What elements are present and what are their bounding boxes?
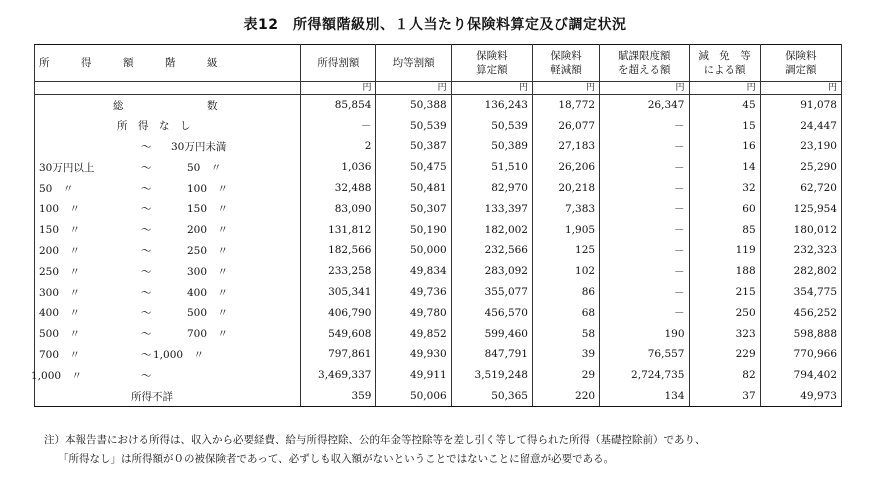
value-cell: 355,077 xyxy=(451,282,532,303)
row-label xyxy=(31,365,301,386)
table-row xyxy=(35,261,842,282)
header-exemption-l2: による額 xyxy=(703,64,746,76)
header-premium-reduced-l1: 保険料 xyxy=(550,50,582,62)
row-label-b: 所得不詳 xyxy=(131,390,173,403)
value-cell: 188 xyxy=(689,261,760,282)
row-label-b: ～ xyxy=(141,141,152,154)
header-equal-split: 均等割額 xyxy=(376,45,451,82)
value-cell: 3,519,248 xyxy=(451,365,532,386)
unit-cell: 円 xyxy=(376,82,451,95)
value-cell: － xyxy=(600,219,689,240)
value-cell: 847,791 xyxy=(451,344,532,365)
row-label xyxy=(35,282,301,303)
table-row xyxy=(35,219,842,240)
row-label-c: 50 〃 xyxy=(187,161,222,174)
value-cell: 50,190 xyxy=(376,219,451,240)
value-cell: 26,077 xyxy=(532,115,599,136)
value-cell: 50,365 xyxy=(451,386,532,407)
row-label xyxy=(35,302,301,323)
row-label-a: 300 〃 xyxy=(39,286,81,299)
row-label xyxy=(35,115,301,136)
value-cell: 1,905 xyxy=(532,219,599,240)
row-label-a: 250 〃 xyxy=(39,265,81,278)
row-label xyxy=(35,219,301,240)
row-label-b: ～ xyxy=(141,328,152,341)
row-label-c: 300 〃 xyxy=(187,265,229,278)
footnotes xyxy=(44,431,706,469)
value-cell: 62,720 xyxy=(760,178,841,199)
value-cell: 49,834 xyxy=(376,261,451,282)
table-row xyxy=(35,282,842,303)
row-label-b: ～ xyxy=(141,203,152,216)
value-cell: － xyxy=(301,115,376,136)
row-label-c: 100 〃 xyxy=(187,182,229,195)
value-cell: － xyxy=(600,282,689,303)
value-cell: － xyxy=(600,302,689,323)
row-label-a: 400 〃 xyxy=(39,307,81,320)
value-cell: 456,252 xyxy=(760,302,841,323)
footnote-line-1: 注）本報告書における所得は、収入から必要経費、給与所得控除、公的年金等控除等を差し引く等して得られた所得（基礎控除前）であり、 xyxy=(44,434,706,446)
row-label-a: 700 〃 xyxy=(39,349,81,362)
header-exemption xyxy=(689,45,760,82)
row-label-a: 150 〃 xyxy=(39,224,81,237)
value-cell: 86 xyxy=(532,282,599,303)
value-cell: 598,888 xyxy=(760,323,841,344)
value-cell: 182,002 xyxy=(451,219,532,240)
value-cell: 32,488 xyxy=(301,178,376,199)
value-cell: 26,347 xyxy=(600,95,689,116)
premium-table xyxy=(31,44,842,407)
table-row xyxy=(35,136,842,157)
value-cell: 797,861 xyxy=(301,344,376,365)
value-cell: 45 xyxy=(689,95,760,116)
value-cell: 37 xyxy=(689,386,760,407)
unit-cell: 円 xyxy=(760,82,841,95)
value-cell: 50,475 xyxy=(376,157,451,178)
row-label-b: ～ xyxy=(141,245,152,258)
value-cell: 456,570 xyxy=(451,302,532,323)
value-cell: 82 xyxy=(689,365,760,386)
value-cell: 182,566 xyxy=(301,240,376,261)
value-cell: 229 xyxy=(689,344,760,365)
footnote-line-2: 「所得なし」は所得額が０の被保険者であって、必ずしも収入額がないということではないことに留意が必要である。 xyxy=(58,453,615,465)
value-cell: 323 xyxy=(689,323,760,344)
header-premium-calc-l2: 算定額 xyxy=(476,64,508,76)
value-cell: － xyxy=(600,178,689,199)
value-cell: － xyxy=(600,136,689,157)
header-income-split: 所得割額 xyxy=(301,45,376,82)
value-cell: 232,323 xyxy=(760,240,841,261)
value-cell: 190 xyxy=(600,323,689,344)
value-cell: 32 xyxy=(689,178,760,199)
value-cell: 770,966 xyxy=(760,344,841,365)
row-label xyxy=(35,157,301,178)
value-cell: 125 xyxy=(532,240,599,261)
value-cell: 83,090 xyxy=(301,198,376,219)
unit-cell: 円 xyxy=(689,82,760,95)
value-cell: 68 xyxy=(532,302,599,323)
value-cell: 18,772 xyxy=(532,95,599,116)
unit-cell: 円 xyxy=(532,82,599,95)
row-label-b: ～ xyxy=(141,349,152,362)
table-row xyxy=(35,240,842,261)
value-cell: 359 xyxy=(301,386,376,407)
value-cell: 215 xyxy=(689,282,760,303)
value-cell: 50,539 xyxy=(376,115,451,136)
row-label xyxy=(35,240,301,261)
unit-cell-blank xyxy=(35,82,301,95)
table-body xyxy=(31,82,842,407)
value-cell: 133,397 xyxy=(451,198,532,219)
value-cell: － xyxy=(600,115,689,136)
table-row xyxy=(35,157,842,178)
value-cell: 50,387 xyxy=(376,136,451,157)
value-cell: 102 xyxy=(532,261,599,282)
value-cell: 136,243 xyxy=(451,95,532,116)
value-cell: 134 xyxy=(600,386,689,407)
value-cell: 58 xyxy=(532,323,599,344)
value-cell: 14 xyxy=(689,157,760,178)
value-cell: 15 xyxy=(689,115,760,136)
header-row xyxy=(35,45,842,82)
value-cell: 119 xyxy=(689,240,760,261)
unit-cell: 円 xyxy=(301,82,376,95)
row-label-b: ～ xyxy=(141,307,152,320)
value-cell: 50,307 xyxy=(376,198,451,219)
row-label-b: ～ xyxy=(141,182,152,195)
value-cell: 549,608 xyxy=(301,323,376,344)
value-cell: 305,341 xyxy=(301,282,376,303)
value-cell: 91,078 xyxy=(760,95,841,116)
value-cell: 23,190 xyxy=(760,136,841,157)
value-cell: 180,012 xyxy=(760,219,841,240)
value-cell: 25,290 xyxy=(760,157,841,178)
value-cell: 16 xyxy=(689,136,760,157)
row-label-b: ～ xyxy=(141,265,152,278)
row-label xyxy=(35,136,301,157)
table-row xyxy=(35,344,842,365)
header-over-limit-l1: 賦課限度額 xyxy=(618,50,671,62)
header-premium-calc xyxy=(451,45,532,82)
row-label-a: 200 〃 xyxy=(39,245,81,258)
value-cell: 1,036 xyxy=(301,157,376,178)
value-cell: － xyxy=(600,240,689,261)
header-premium-calc-l1: 保険料 xyxy=(476,50,508,62)
row-label xyxy=(35,323,301,344)
table-row xyxy=(35,302,842,323)
table-row xyxy=(35,386,842,407)
table-row xyxy=(35,323,842,344)
value-cell: 60 xyxy=(689,198,760,219)
table-row xyxy=(35,95,842,116)
value-cell: 354,775 xyxy=(760,282,841,303)
header-premium-reduced xyxy=(532,45,599,82)
row-label-a: 総 xyxy=(113,100,124,112)
value-cell: 49,736 xyxy=(376,282,451,303)
row-label xyxy=(35,95,301,116)
header-premium-assessed xyxy=(760,45,841,82)
value-cell: 794,402 xyxy=(760,365,841,386)
header-over-limit xyxy=(600,45,689,82)
row-label-b: ～ xyxy=(141,369,152,382)
value-cell: 50,388 xyxy=(376,95,451,116)
value-cell: 3,469,337 xyxy=(301,365,376,386)
value-cell: 7,383 xyxy=(532,198,599,219)
value-cell: 27,183 xyxy=(532,136,599,157)
row-label-a: 1,000 〃 xyxy=(31,369,83,382)
value-cell: 50,389 xyxy=(451,136,532,157)
value-cell: 49,852 xyxy=(376,323,451,344)
value-cell: 50,481 xyxy=(376,178,451,199)
row-label-b: ～ xyxy=(141,161,152,174)
value-cell: 283,092 xyxy=(451,261,532,282)
row-label-b: 数 xyxy=(207,100,218,112)
unit-row xyxy=(35,82,842,95)
row-label xyxy=(35,261,301,282)
row-label-c: 500 〃 xyxy=(187,307,229,320)
table-title: 表12 所得額階級別、１人当たり保険料算定及び調定状況 xyxy=(243,17,627,33)
row-label-c: 250 〃 xyxy=(187,245,229,258)
row-label xyxy=(35,386,301,407)
row-label-b: 所 得 な し xyxy=(117,120,191,133)
table-row xyxy=(35,178,842,199)
value-cell: 24,447 xyxy=(760,115,841,136)
value-cell: 51,510 xyxy=(451,157,532,178)
value-cell: 233,258 xyxy=(301,261,376,282)
value-cell: 82,970 xyxy=(451,178,532,199)
table-row xyxy=(35,115,842,136)
header-exemption-l1: 減 免 等 xyxy=(698,50,751,62)
header-premium-assessed-l1: 保険料 xyxy=(785,50,817,62)
value-cell: 49,973 xyxy=(760,386,841,407)
row-label xyxy=(35,344,301,365)
value-cell: 85 xyxy=(689,219,760,240)
row-label-a: 100 〃 xyxy=(39,203,81,216)
value-cell: 50,000 xyxy=(376,240,451,261)
row-label-c: 150 〃 xyxy=(187,203,229,216)
value-cell: 49,780 xyxy=(376,302,451,323)
value-cell: 599,460 xyxy=(451,323,532,344)
value-cell: 20,218 xyxy=(532,178,599,199)
row-label-b: ～ xyxy=(141,224,152,237)
row-label-a: 500 〃 xyxy=(39,328,81,341)
value-cell: 76,557 xyxy=(600,344,689,365)
row-label-c: 700 〃 xyxy=(187,328,229,341)
header-grade: 所 得 額 階 級 xyxy=(35,45,301,82)
value-cell: 406,790 xyxy=(301,302,376,323)
value-cell: 50,539 xyxy=(451,115,532,136)
value-cell: 49,911 xyxy=(376,365,451,386)
value-cell: 26,206 xyxy=(532,157,599,178)
unit-cell: 円 xyxy=(451,82,532,95)
row-label xyxy=(35,198,301,219)
value-cell: 131,812 xyxy=(301,219,376,240)
row-label-a: 30万円以上 xyxy=(39,161,95,174)
value-cell: 125,954 xyxy=(760,198,841,219)
value-cell: 2,724,735 xyxy=(600,365,689,386)
value-cell: － xyxy=(600,261,689,282)
value-cell: 85,854 xyxy=(301,95,376,116)
value-cell: 29 xyxy=(532,365,599,386)
row-label-c: 1,000 〃 xyxy=(153,349,205,362)
header-premium-assessed-l2: 調定額 xyxy=(785,64,817,76)
value-cell: 50,006 xyxy=(376,386,451,407)
row-label-a: 50 〃 xyxy=(39,182,74,195)
unit-cell: 円 xyxy=(600,82,689,95)
row-label-c: 400 〃 xyxy=(187,286,229,299)
value-cell: 250 xyxy=(689,302,760,323)
value-cell: 49,930 xyxy=(376,344,451,365)
value-cell: 2 xyxy=(301,136,376,157)
value-cell: 282,802 xyxy=(760,261,841,282)
header-premium-reduced-l2: 軽減額 xyxy=(550,64,582,76)
value-cell: 39 xyxy=(532,344,599,365)
row-label xyxy=(35,178,301,199)
row-label-c: 30万円未満 xyxy=(171,141,227,154)
value-cell: － xyxy=(600,157,689,178)
table-row xyxy=(35,365,842,386)
value-cell: － xyxy=(600,198,689,219)
table-row xyxy=(35,198,842,219)
value-cell: 232,566 xyxy=(451,240,532,261)
row-label-c: 200 〃 xyxy=(187,224,229,237)
row-label-b: ～ xyxy=(141,286,152,299)
header-over-limit-l2: を超える額 xyxy=(618,64,671,76)
value-cell: 220 xyxy=(532,386,599,407)
